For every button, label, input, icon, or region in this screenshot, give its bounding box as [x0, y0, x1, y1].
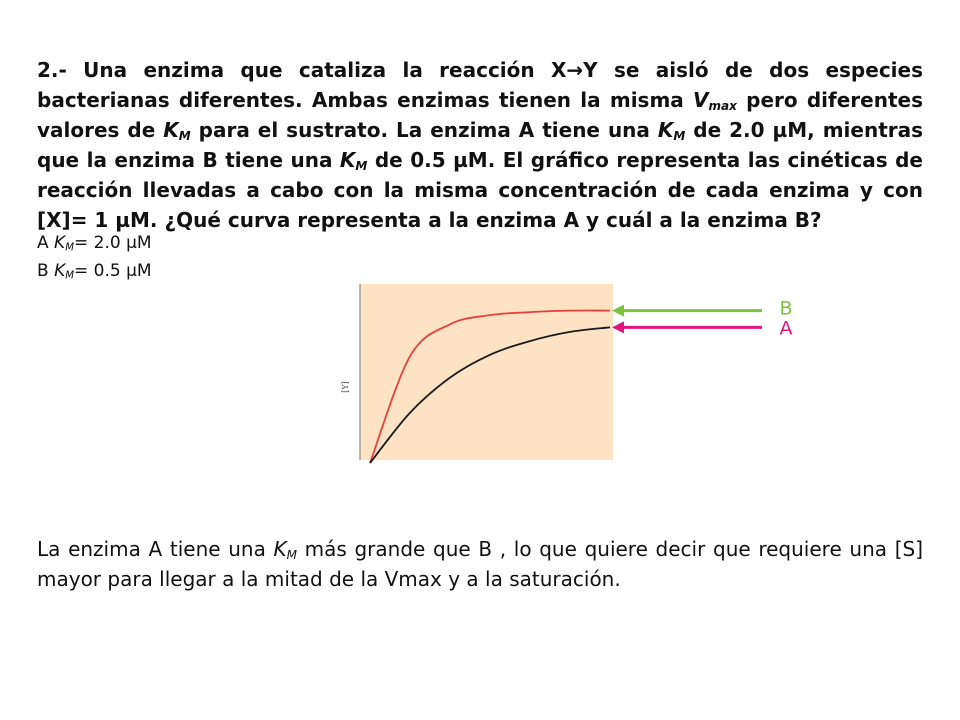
conclusion-part: La enzima A tiene una — [37, 537, 274, 561]
question-part: de 0.5 µM. El gráfico representa las cinéticas de reacción llevadas a cabo con la misma concentración de cada enzima y con [X]= 1 µM. ¿Qué curva representa a la enzima A y cuál a la enzima B? — [37, 148, 923, 232]
question-part: de 2.0 µM, mientras que la enzima B tiene una — [37, 118, 924, 172]
answer-list — [37, 229, 152, 285]
km-symbol — [274, 537, 297, 561]
km-symbol — [163, 118, 190, 142]
km-subscript: M — [65, 270, 75, 282]
arrow-b-head — [612, 305, 624, 317]
answer-row-a — [37, 229, 152, 257]
answer-value: = 2.0 µM — [74, 233, 152, 253]
km-letter: K — [163, 118, 179, 142]
question-text — [37, 55, 923, 235]
km-subscript: M — [178, 129, 191, 143]
km-symbol — [340, 148, 367, 172]
km-subscript: M — [355, 159, 368, 173]
y-axis-label: [Y] — [341, 381, 350, 393]
km-letter: K — [273, 537, 287, 561]
vmax-letter: V — [693, 88, 709, 112]
answer-enzyme: A — [37, 233, 55, 253]
vmax-subscript: max — [708, 99, 737, 113]
km-subscript: M — [673, 129, 686, 143]
km-subscript: M — [286, 548, 297, 562]
km-symbol — [658, 118, 685, 142]
km-subscript: M — [65, 242, 74, 254]
km-letter: K — [657, 118, 674, 142]
question-part: para el sustrato. La enzima A tiene una — [190, 118, 658, 142]
question-part: pero diferentes valores de — [37, 88, 924, 142]
conclusion-text — [37, 534, 923, 594]
label-b: B — [779, 297, 793, 320]
kinetics-chart — [330, 280, 810, 465]
arrow-a-head — [612, 321, 624, 333]
answer-value: = 0.5 µM — [74, 261, 152, 281]
km-letter: K — [54, 261, 66, 281]
conclusion-part: más grande que B , lo que quiere decir que requiere una [S] mayor para llegar a la mitad de la Vmax y a la saturación. — [37, 537, 924, 591]
km-symbol — [54, 261, 74, 281]
question-part: 2.- Una enzima que cataliza la reacción X→Y se aisló de dos especies bacterianas diferentes. Ambas enzimas tienen la misma — [37, 58, 923, 112]
answer-enzyme: B — [37, 261, 55, 281]
km-symbol — [54, 233, 74, 253]
km-letter: K — [54, 233, 66, 253]
km-letter: K — [339, 148, 356, 172]
vmax-symbol — [693, 88, 737, 112]
answer-row-b — [37, 257, 152, 285]
label-a: A — [779, 317, 793, 340]
